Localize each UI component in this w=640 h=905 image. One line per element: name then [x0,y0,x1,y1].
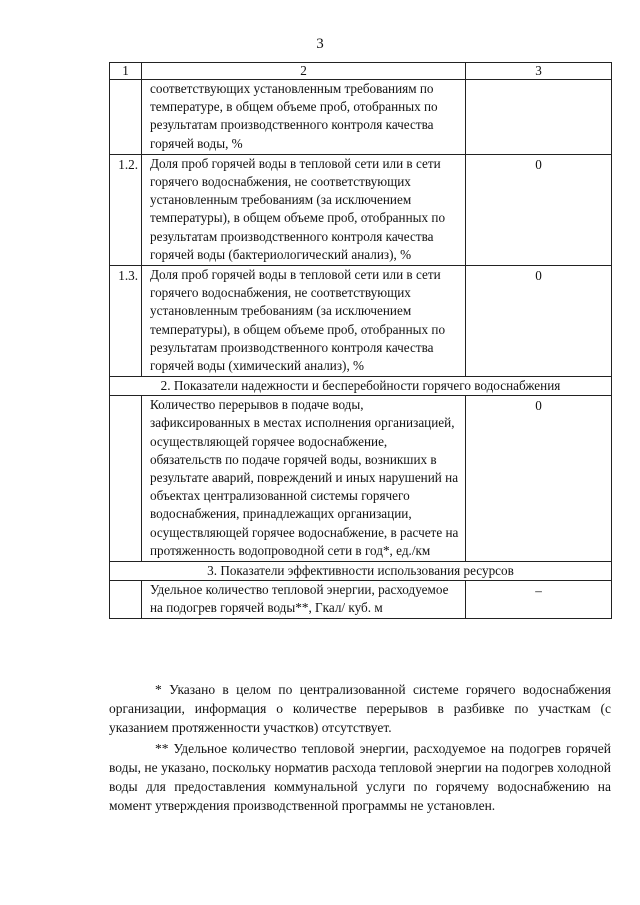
section-header-row [110,562,612,581]
footnote-1: * Указано в целом по централизованной системе горячего водоснабжения организации, информация о количестве перерывов в разбивке по участкам (с указанием протяженности участков) отсутствует. [109,682,611,735]
row-number: 1.3. [110,266,142,377]
table-row [110,80,612,155]
indicator-value: – [466,581,612,619]
table-row [110,154,612,265]
table-row [110,266,612,377]
indicator-name: Доля проб горячей воды в тепловой сети или в сети горячего водоснабжения, не соответствующих установленным требованиям (за исключением температуры), в общем объеме проб, отобранных по результатам производственного контроля качества горячей воды (бактериологический анализ), % [142,154,466,265]
page-number: 3 [316,36,324,52]
indicator-value [466,80,612,155]
indicators-table [109,62,612,619]
column-header-2: 2 [142,63,466,80]
indicator-name: Количество перерывов в подаче воды, зафиксированных в местах исполнения организацией, осуществляющей горячее водоснабжение, обязательств по подаче горячей воды, возникших в результате аварий, повреждений и иных нарушений на объектах централизованной системы горячего водоснабжения, принадлежащих организации, осуществляющей горячее водоснабжение, в расчете на протяженность водопроводной сети в год*, ед./км [142,396,466,562]
section-title: 3. Показатели эффективности использования ресурсов [110,562,612,581]
indicator-name: Доля проб горячей воды в тепловой сети или в сети горячего водоснабжения, не соответствующих установленным требованиям (за исключением температуры), в общем объеме проб, отобранных по результатам производственного контроля качества горячей воды (химический анализ), % [142,266,466,377]
row-number: 1.2. [110,154,142,265]
indicator-value: 0 [466,266,612,377]
row-number [110,80,142,155]
indicator-name: Удельное количество тепловой энергии, расходуемое на подогрев горячей воды**, Гкал/ куб. м [142,581,466,619]
column-header-3: 3 [466,63,612,80]
footnotes [109,680,611,817]
indicator-value: 0 [466,154,612,265]
indicator-value: 0 [466,396,612,562]
row-number [110,581,142,619]
footnote-2: ** Удельное количество тепловой энергии, расходуемое на подогрев горячей воды, не указано, поскольку норматив расхода тепловой энергии на подогрев холодной воды для предоставления коммунальной услуги по горячему водоснабжению на момент утверждения производственной программы не установлен. [109,741,611,813]
row-number [110,396,142,562]
indicator-name: соответствующих установленным требованиям по температуре, в общем объеме проб, отобранных по результатам производственного контроля качества горячей воды, % [142,80,466,155]
column-header-1: 1 [110,63,142,80]
table-row [110,581,612,619]
section-title: 2. Показатели надежности и бесперебойности горячего водоснабжения [110,377,612,396]
section-header-row [110,377,612,396]
table-row [110,396,612,562]
table-header-row [110,63,612,80]
